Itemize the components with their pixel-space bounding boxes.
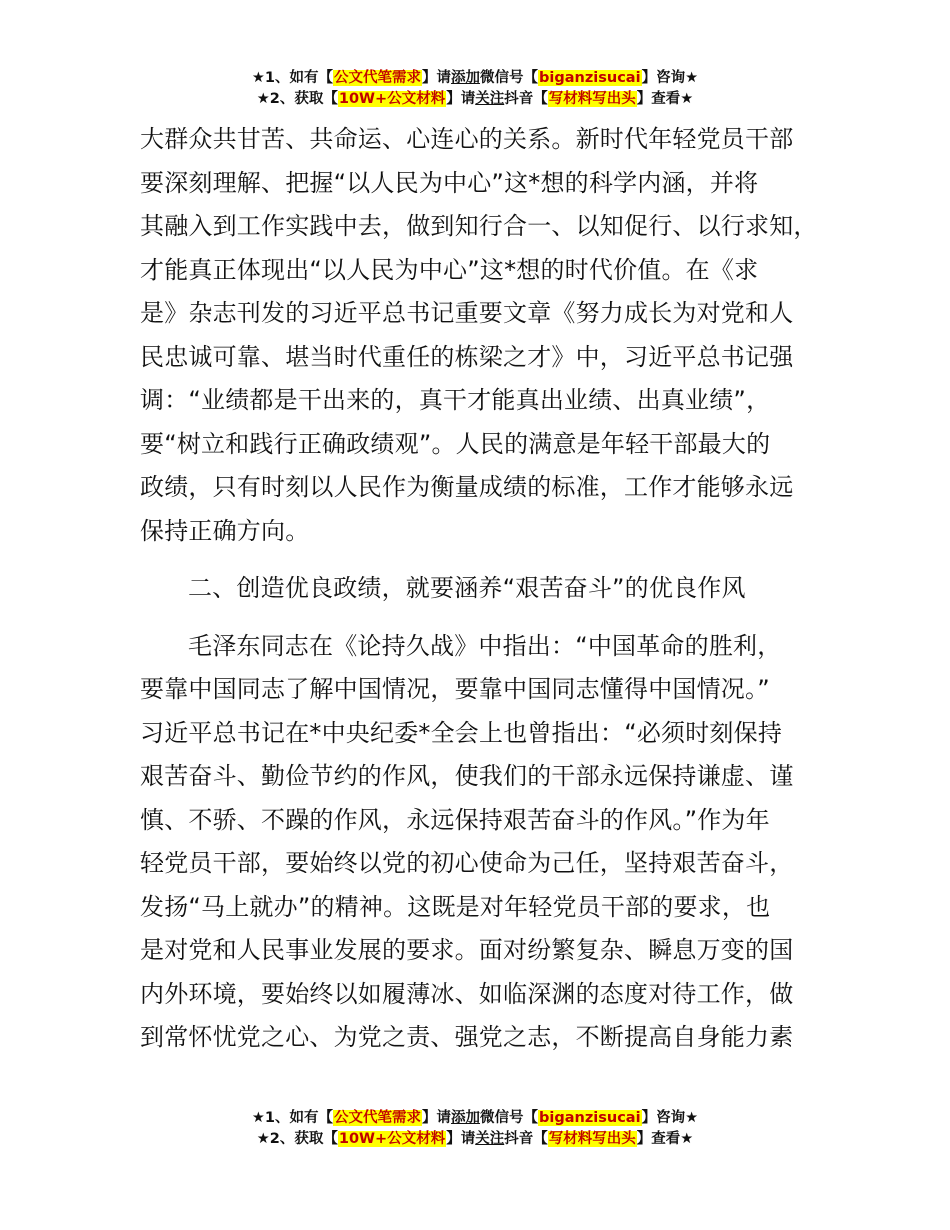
highlight-materials: 10W+公文材料: [338, 91, 446, 107]
text-line: 要深刻理解、把握“以人民为中心”这*想的科学内涵，并将: [140, 168, 759, 197]
text-line: 政绩，只有时刻以人民作为衡量成绩的标准，工作才能够永远: [140, 473, 794, 501]
text-line: 民忠诚可靠、堪当时代重任的栋梁之才》中，习近平总书记强: [140, 342, 794, 371]
text-line: 发扬“马上就办”的精神。这既是对年轻党员干部的要求，也: [140, 892, 771, 921]
text-line: 艰苦奋斗、勤俭节约的作风，使我们的干部永远保持谦虚、谨: [140, 762, 794, 790]
text-line: 保持正确方向。: [140, 516, 310, 545]
text-line: 才能真正体现出“以人民为中心”这*想的时代价值。在《求: [140, 255, 759, 284]
text-line: 习近平总书记在*中央纪委*全会上也曾指出：“必须时刻保持: [140, 718, 783, 747]
text-line: 慎、不骄、不躁的作风，永远保持艰苦奋斗的作风。”作为年: [140, 805, 770, 834]
text-line: 大群众共甘苦、共命运、心连心的关系。新时代年轻党员干部: [140, 125, 794, 153]
paragraph-1: [140, 118, 830, 553]
banner-line-2: ★2、获取【10W+公文材料】请关注抖音【写材料写出头】查看★: [256, 1131, 694, 1147]
banner-line-1: ★1、如有【公文代笔需求】请添加微信号【biganzisucai】咨询★: [251, 70, 699, 86]
text-line: 是对党和人民事业发展的要求。面对纷繁复杂、瞬息万变的国: [140, 936, 794, 964]
highlight-douyin-account: 写材料写出头: [548, 91, 636, 107]
text-line: 内外环境，要始终以如履薄冰、如临深渊的态度对待工作，做: [140, 979, 794, 1008]
paragraph-2: [140, 625, 830, 1060]
text-line: 要“树立和践行正确政绩观”。人民的满意是年轻干部最大的: [140, 429, 771, 458]
highlight-materials: 10W+公文材料: [338, 1131, 446, 1147]
text-line: 毛泽东同志在《论持久战》中指出：“中国革命的胜利，: [188, 631, 782, 660]
banner-line-1: ★1、如有【公文代笔需求】请添加微信号【biganzisucai】咨询★: [251, 1110, 699, 1126]
text-line: 调：“业绩都是干出来的，真干才能真出业绩、出真业绩”，: [140, 386, 771, 414]
heading-text: 二、创造优良政绩，就要涵养“艰苦奋斗”的优良作风: [188, 574, 746, 602]
footer-banner: [0, 1108, 950, 1150]
text-line: 要靠中国同志了解中国情况，要靠中国同志懂得中国情况。”: [140, 675, 770, 703]
text-line: 到常怀忧党之心、为党之责、强党之志，不断提高自身能力素: [140, 1023, 794, 1051]
banner-line-2: ★2、获取【10W+公文材料】请关注抖音【写材料写出头】查看★: [256, 91, 694, 107]
highlight-douyin-account: 写材料写出头: [548, 1131, 636, 1147]
highlight-wechat-id: biganzisucai: [539, 1110, 641, 1126]
text-line: 是》杂志刊发的习近平总书记重要文章《努力成长为对党和人: [140, 299, 794, 327]
document-body: [140, 118, 830, 1060]
header-banner: [0, 68, 950, 110]
highlight-wechat-id: biganzisucai: [539, 70, 641, 86]
highlight-service: 公文代笔需求: [334, 1110, 422, 1126]
section-heading-2: [140, 567, 830, 611]
highlight-service: 公文代笔需求: [334, 70, 422, 86]
text-line: 其融入到工作实践中去，做到知行合一、以知促行、以行求知，: [140, 212, 818, 240]
text-line: 轻党员干部，要始终以党的初心使命为己任，坚持艰苦奋斗，: [140, 849, 794, 877]
